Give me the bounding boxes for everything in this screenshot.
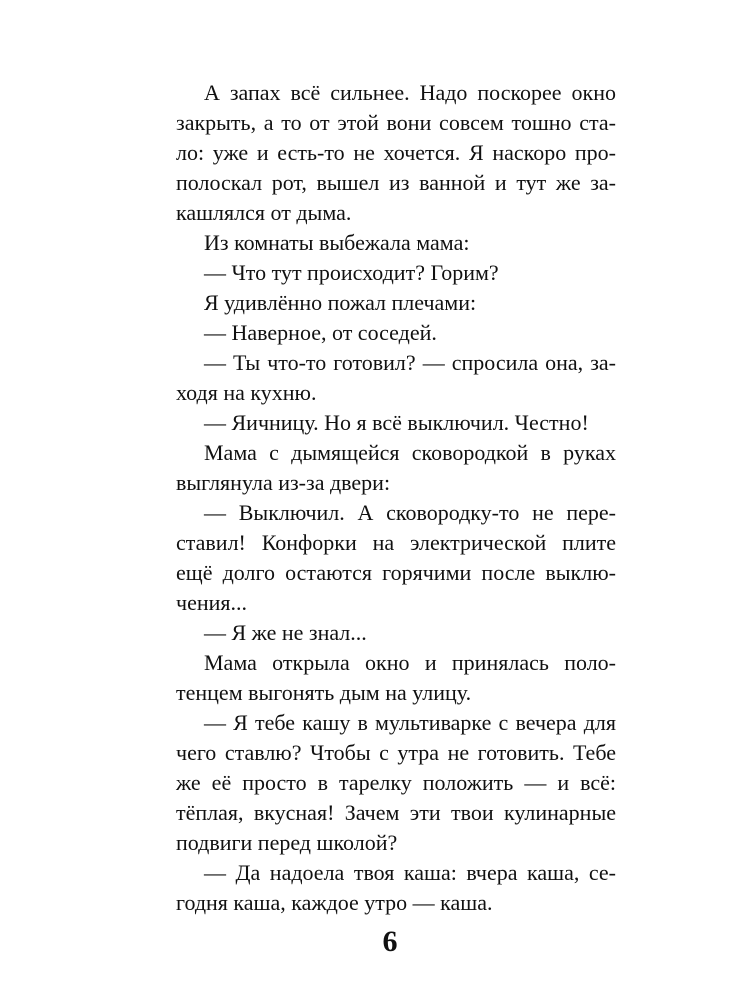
text-line: ставил! Конфорки на электрической плите <box>176 530 616 555</box>
text-line: — Ты что-то готовил? — спросила она, за- <box>204 350 616 375</box>
text-line: — Что тут происходит? Горим? <box>204 260 499 285</box>
text-line: полоскал рот, вышел из ванной и тут же за- <box>176 170 616 195</box>
text-line: — Яичницу. Но я всё выключил. Честно! <box>204 410 589 435</box>
text-line: ещё долго остаются горячими после выклю- <box>176 560 616 585</box>
text-line: чего ставлю? Чтобы с утра не готовить. Тебе <box>176 740 616 765</box>
text-line: А запах всё сильнее. Надо поскорее окно <box>204 80 616 105</box>
text-line: — Я же не знал... <box>204 620 367 645</box>
text-line: же её просто в тарелку положить — и всё: <box>176 770 616 795</box>
text-line: кашлялся от дыма. <box>176 200 352 225</box>
text-line: — Я тебе кашу в мультиварке с вечера для <box>204 710 616 735</box>
text-line: тёплая, вкусная! Зачем эти твои кулинарные <box>176 800 616 825</box>
text-line: — Выключил. А сковородку-то не пере- <box>204 500 616 525</box>
page-number: 6 <box>382 925 398 958</box>
text-line: Из комнаты выбежала мама: <box>204 230 470 255</box>
text-line: ло: уже и есть-то не хочется. Я наскоро про- <box>176 140 616 165</box>
text-line: — Да надоела твоя каша: вчера каша, се- <box>204 860 616 885</box>
text-line: выглянула из-за двери: <box>176 470 391 495</box>
text-line: Мама открыла окно и принялась поло- <box>204 650 616 675</box>
text-line: Мама с дымящейся сковородкой в руках <box>204 440 616 465</box>
text-line: Я удивлённо пожал плечами: <box>204 290 477 315</box>
text-line: подвиги перед школой? <box>176 830 398 855</box>
text-line: ходя на кухню. <box>176 380 317 405</box>
text-line: годня каша, каждое утро — каша. <box>176 890 493 915</box>
body-text <box>176 78 616 918</box>
text-line: — Наверное, от соседей. <box>204 320 437 345</box>
text-line: чения... <box>176 590 247 615</box>
text-line: тенцем выгонять дым на улицу. <box>176 680 472 705</box>
text-line: закрыть, а то от этой вони совсем тошно ста- <box>176 110 616 135</box>
